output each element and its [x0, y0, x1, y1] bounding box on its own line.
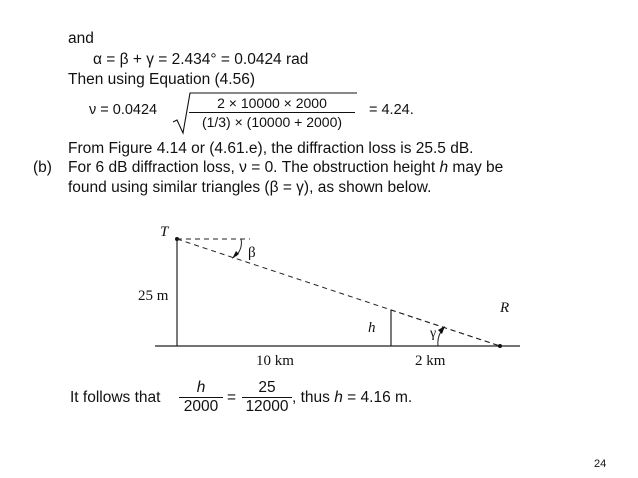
text-b-line1-main: For 6 dB diffraction loss, ν = 0. The obstruction height	[68, 159, 436, 176]
frac1-denominator: 2000	[179, 397, 223, 415]
label-height-25m: 25 m	[138, 288, 169, 304]
label-beta: β	[248, 245, 256, 261]
obstruction-to-receiver-line	[391, 310, 500, 346]
label-R: R	[500, 300, 510, 316]
page-number: 24	[594, 458, 607, 470]
frac2-numerator: 25	[258, 379, 276, 396]
nu-denominator: (1/3) × (10000 + 2000)	[189, 112, 355, 130]
text-and: and	[68, 30, 94, 47]
var-h: h	[439, 159, 449, 176]
conclusion-suffix-pre: , thus	[292, 389, 330, 406]
label-T: T	[160, 224, 169, 240]
alpha-equation: α = β + γ = 2.434° = 0.0424 rad	[93, 51, 309, 68]
conclusion-prefix: It follows that	[70, 389, 161, 406]
conclusion-equals: =	[227, 389, 237, 406]
conclusion-suffix-post: = 4.16 m.	[347, 389, 413, 406]
conclusion-suffix	[292, 389, 412, 407]
nu-rhs: = 4.24.	[369, 102, 414, 118]
label-10km: 10 km	[256, 353, 294, 369]
frac2-denominator: 12000	[242, 397, 292, 415]
label-gamma: γ	[430, 326, 437, 341]
beta-arrow	[232, 251, 239, 259]
text-b-line1-end: may be	[452, 159, 504, 176]
conclusion-var-h: h	[334, 389, 343, 406]
nu-numerator: 2 × 10000 × 2000	[217, 95, 327, 111]
fraction-25-12000	[242, 380, 292, 415]
gamma-arrow	[438, 326, 445, 334]
text-b-line2: found using similar triangles (β = γ), as shown below.	[68, 179, 432, 196]
label-2km: 2 km	[415, 353, 446, 369]
text-from-figure: From Figure 4.14 or (4.61.e), the diffraction loss is 25.5 dB.	[68, 140, 474, 157]
label-h: h	[368, 320, 376, 336]
part-b-label: (b)	[33, 159, 52, 176]
receiver-point	[498, 344, 502, 348]
frac1-numerator: h	[196, 379, 206, 396]
nu-lhs: ν = 0.0424	[89, 102, 158, 118]
text-then-using: Then using Equation (4.56)	[68, 71, 255, 88]
fraction-h-2000	[179, 380, 223, 415]
